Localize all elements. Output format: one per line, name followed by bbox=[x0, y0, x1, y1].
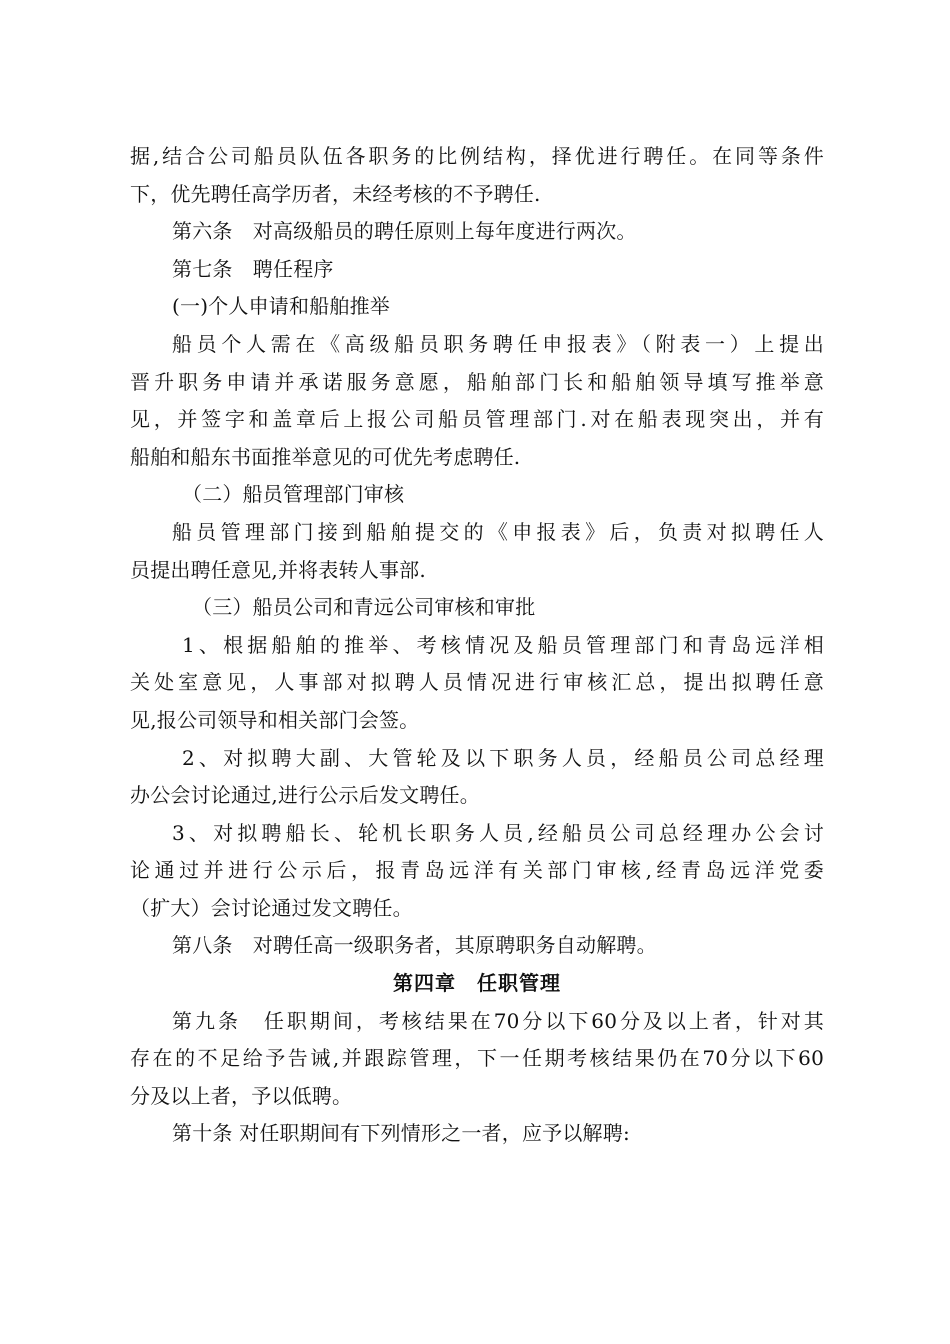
section-2-title: （二）船员管理部门审核 bbox=[182, 482, 405, 507]
chapter-4-heading: 第四章 任职管理 bbox=[393, 971, 561, 996]
document-page bbox=[130, 138, 824, 1153]
paragraph-line: 办公会讨论通过,进行公示后发文聘任。 bbox=[130, 783, 480, 808]
section-1-title: (一)个人申请和船舶推举 bbox=[172, 294, 391, 319]
article-6: 第六条 对高级船员的聘任原则上每年度进行两次。 bbox=[172, 219, 637, 244]
paragraph-line: （扩大）会讨论通过发文聘任。 bbox=[130, 895, 413, 920]
paragraph-line: 船舶和船东书面推举意见的可优先考虑聘任. bbox=[130, 444, 521, 469]
paragraph-line: 1、根据船舶的推举、考核情况及船员管理部门和青岛远洋相 bbox=[182, 632, 824, 657]
paragraph-line: 船员个人需在《高级船员职务聘任申报表》（附表一）上提出 bbox=[172, 331, 824, 356]
paragraph-line: 存在的不足给予告诫,并跟踪管理，下一任期考核结果仍在70分以下60 bbox=[130, 1046, 824, 1071]
paragraph-line: 船员管理部门接到船舶提交的《申报表》后，负责对拟聘任人 bbox=[172, 519, 824, 544]
paragraph-line: 第九条 任职期间，考核结果在70分以下60分及以上者，针对其 bbox=[172, 1008, 824, 1033]
paragraph-line: 据,结合公司船员队伍各职务的比例结构，择优进行聘任。在同等条件 bbox=[130, 144, 824, 168]
paragraph-line: 3、对拟聘船长、轮机长职务人员,经船员公司总经理办公会讨 bbox=[172, 820, 824, 845]
paragraph-line: 分及以上者，予以低聘。 bbox=[130, 1083, 353, 1108]
article-7-title: 第七条 聘任程序 bbox=[172, 256, 334, 281]
paragraph-line: 论通过并进行公示后，报青岛远洋有关部门审核,经青岛远洋党委 bbox=[130, 858, 824, 883]
paragraph-line: 见，并签字和盖章后上报公司船员管理部门.对在船表现突出，并有 bbox=[130, 407, 824, 432]
paragraph-line: 员提出聘任意见,并将表转人事部. bbox=[130, 557, 426, 582]
paragraph-line: 关处室意见，人事部对拟聘人员情况进行审核汇总，提出拟聘任意 bbox=[130, 670, 824, 695]
section-3-title: （三）船员公司和青远公司审核和审批 bbox=[192, 595, 536, 620]
article-8: 第八条 对聘任高一级职务者，其原聘职务自动解聘。 bbox=[172, 933, 657, 958]
paragraph-line: 晋升职务申请并承诺服务意愿，船舶部门长和船舶领导填写推举意 bbox=[130, 369, 824, 394]
paragraph-line: 见,报公司领导和相关部门会签。 bbox=[130, 707, 420, 732]
paragraph-line: 2、对拟聘大副、大管轮及以下职务人员，经船员公司总经理 bbox=[182, 745, 824, 770]
article-10: 第十条 对任职期间有下列情形之一者，应予以解聘: bbox=[172, 1121, 630, 1146]
paragraph-line: 下，优先聘任高学历者，未经考核的不予聘任. bbox=[130, 181, 541, 206]
